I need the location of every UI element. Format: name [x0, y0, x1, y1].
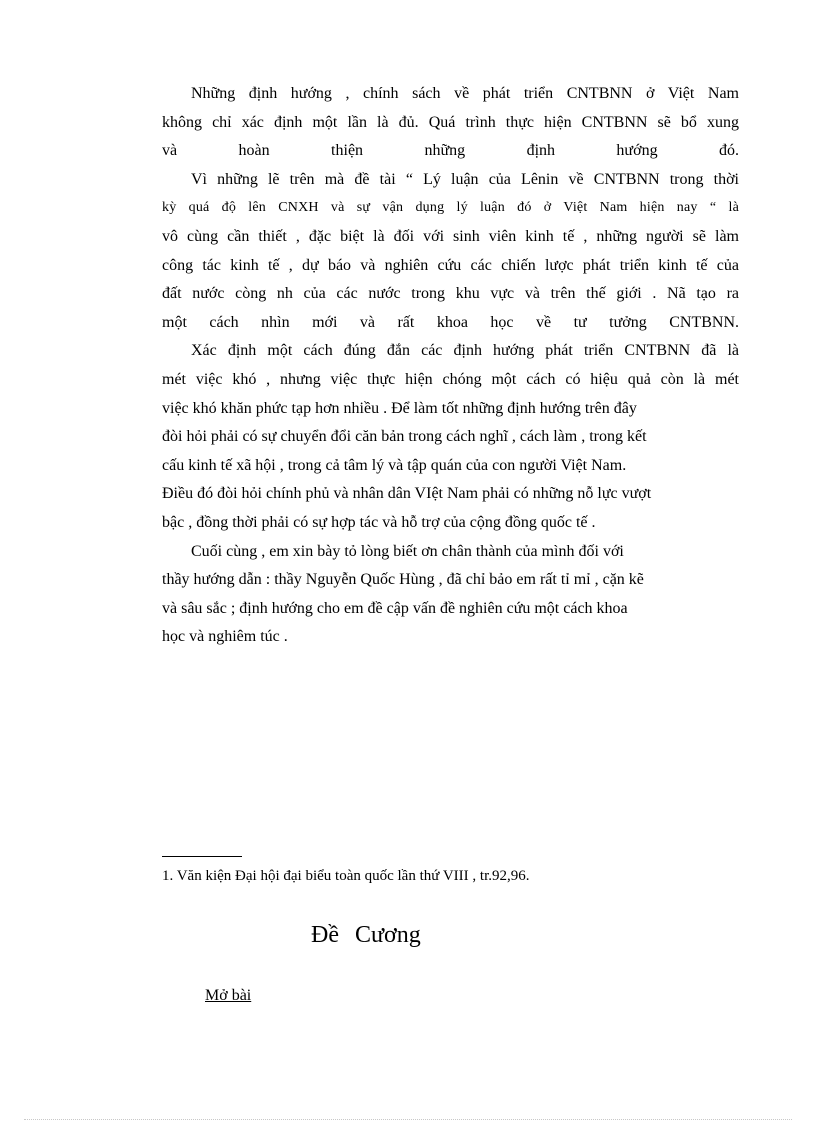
body-line: bậc , đồng thời phải có sự hợp tác và hỗ trợ của cộng đồng quốc tế . [162, 513, 596, 531]
footnote-divider [162, 856, 242, 857]
body-text [162, 80, 739, 652]
body-line [162, 166, 739, 195]
body-line: kỳ quá độ lên CNXH và sự vận dụng lý luận đó ở Việt Nam hiện nay “ là [162, 200, 739, 216]
body-line: đất nước còng nh của các nước trong khu vực và trên thế giới . Nã tạo ra [162, 285, 739, 303]
page-bottom-border [24, 1119, 792, 1120]
intro-section-link[interactable]: Mở bài [205, 987, 252, 1004]
body-line-text: Vì những lẽ trên mà đề tài “ Lý luận của Lênin về CNTBNN trong thời [191, 170, 739, 188]
body-line: Xác định một cách đúng đắn các định hướng phát triển CNTBNN đã là [191, 342, 739, 360]
body-line: mét việc khó , nhưng việc thực hiện chóng một cách có hiệu quả còn là mét [162, 370, 739, 388]
body-line: cấu kinh tế xã hội , trong cả tâm lý và tập quán của con người Việt Nam. [162, 456, 627, 474]
body-line: và sâu sắc ; định hướng cho em đề cập vấn đề nghiên cứu một cách khoa [162, 599, 628, 617]
body-line: đòi hỏi phải có sự chuyển đổi căn bản trong cách nghĩ , cách làm , trong kết [162, 428, 647, 446]
body-line: học và nghiêm túc . [162, 628, 288, 646]
body-line: Điều đó đòi hỏi chính phủ và nhân dân VIệt Nam phải có những nỗ lực vượt [162, 485, 652, 503]
footnote: 1. Văn kiện Đại hội đại biểu toàn quốc lần thứ VIII , tr.92,96. [162, 868, 530, 884]
body-line: việc khó khăn phức tạp hơn nhiều . Để làm tốt những định hướng trên đây [162, 399, 637, 417]
body-line: thầy hướng dẫn : thầy Nguyễn Quốc Hùng , đã chỉ bảo em rất tỉ mỉ , cặn kẽ [162, 571, 644, 589]
body-line: Cuối cùng , em xin bày tỏ lòng biết ơn chân thành của mình đối với [191, 542, 624, 560]
body-line: một cách nhìn mới và rất khoa học về tư tưởng CNTBNN. [162, 313, 739, 331]
outline-title: Đề Cương [311, 922, 421, 948]
body-line: không chỉ xác định một lần là đủ. Quá trình thực hiện CNTBNN sẽ bổ xung [162, 113, 739, 131]
body-line: công tác kinh tế , dự báo và nghiên cứu các chiến lược phát triển kinh tế của [162, 256, 739, 274]
body-line: vô cùng cần thiết , đặc biệt là đối với sinh viên kinh tế , những người sẽ làm [162, 227, 739, 245]
body-line: Những định hướng , chính sách về phát triển CNTBNN ở Việt Nam [191, 85, 739, 102]
body-line: và hoàn thiện những định hướng đó. [162, 142, 739, 160]
